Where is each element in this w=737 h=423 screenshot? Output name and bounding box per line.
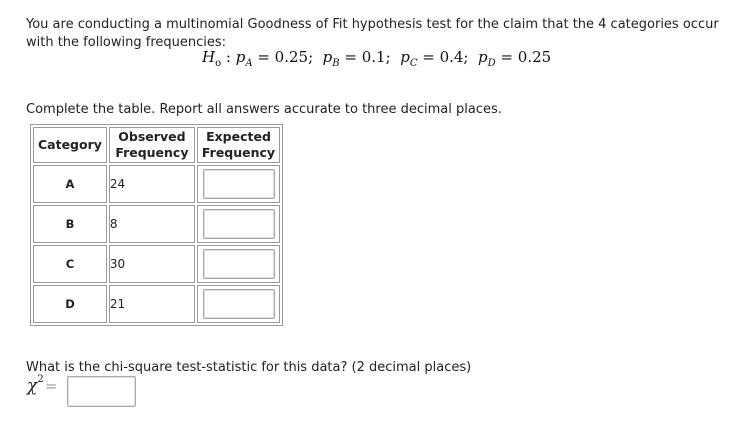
problem-intro xyxy=(26,16,726,52)
hyp-h: H xyxy=(202,48,216,66)
chi-square-label xyxy=(27,376,57,396)
chi-power: 2 xyxy=(37,374,44,386)
chi-square-input[interactable] xyxy=(67,376,136,407)
chi-square-question: What is the chi-square test-statistic for this data? (2 decimal places) xyxy=(26,360,472,375)
hyp-h-sub: o xyxy=(215,58,222,69)
category-cell: D xyxy=(33,285,107,323)
table-row xyxy=(33,165,280,203)
header-expected-line1: Expected xyxy=(206,129,271,144)
expected-input[interactable] xyxy=(203,249,275,279)
frequency-table xyxy=(30,124,283,326)
hyp-p: p xyxy=(235,48,246,66)
category-cell: C xyxy=(33,245,107,283)
expected-input[interactable] xyxy=(203,209,275,239)
observed-cell: 8 xyxy=(109,205,195,243)
hyp-p: p xyxy=(400,48,410,66)
category-cell: B xyxy=(33,205,107,243)
category-cell: A xyxy=(33,165,107,203)
instruction-text: Complete the table. Report all answers accurate to three decimal places. xyxy=(26,102,502,117)
expected-cell xyxy=(197,245,280,283)
expected-cell xyxy=(197,205,280,243)
expected-input[interactable] xyxy=(203,169,275,199)
observed-cell: 30 xyxy=(109,245,195,283)
chi-symbol: χ xyxy=(27,376,38,396)
chi-equals: = xyxy=(44,377,58,395)
header-expected xyxy=(197,127,280,163)
hyp-eq: = 0.25 xyxy=(495,48,552,66)
observed-cell: 21 xyxy=(109,285,195,323)
table-row xyxy=(33,285,280,323)
hyp-sub: B xyxy=(332,58,340,69)
hyp-sub: A xyxy=(245,58,253,69)
observed-cell: 24 xyxy=(109,165,195,203)
hyp-p: p xyxy=(322,48,333,66)
table-row xyxy=(33,205,280,243)
header-observed-line2: Frequency xyxy=(115,145,189,160)
hyp-p: p xyxy=(478,48,488,66)
intro-line-1: You are conducting a multinomial Goodness of Fit hypothesis test for the claim that the 4 categories occur xyxy=(26,17,719,32)
null-hypothesis xyxy=(202,48,551,69)
header-category: Category xyxy=(33,127,107,163)
hyp-sub: D xyxy=(487,58,496,69)
hyp-sub: C xyxy=(409,58,418,69)
hyp-eq: = 0.4; xyxy=(417,48,469,66)
expected-cell xyxy=(197,285,280,323)
intro-line-2: with the following frequencies: xyxy=(26,35,227,50)
expected-cell xyxy=(197,165,280,203)
expected-input[interactable] xyxy=(203,289,275,319)
header-observed-line1: Observed xyxy=(118,129,186,144)
header-expected-line2: Frequency xyxy=(201,145,276,160)
hyp-eq: = 0.25; xyxy=(252,48,314,66)
hyp-eq: = 0.1; xyxy=(339,48,391,66)
hyp-colon: : xyxy=(221,48,236,66)
header-observed xyxy=(109,127,195,163)
table-row xyxy=(33,245,280,283)
table-header-row xyxy=(33,127,280,163)
